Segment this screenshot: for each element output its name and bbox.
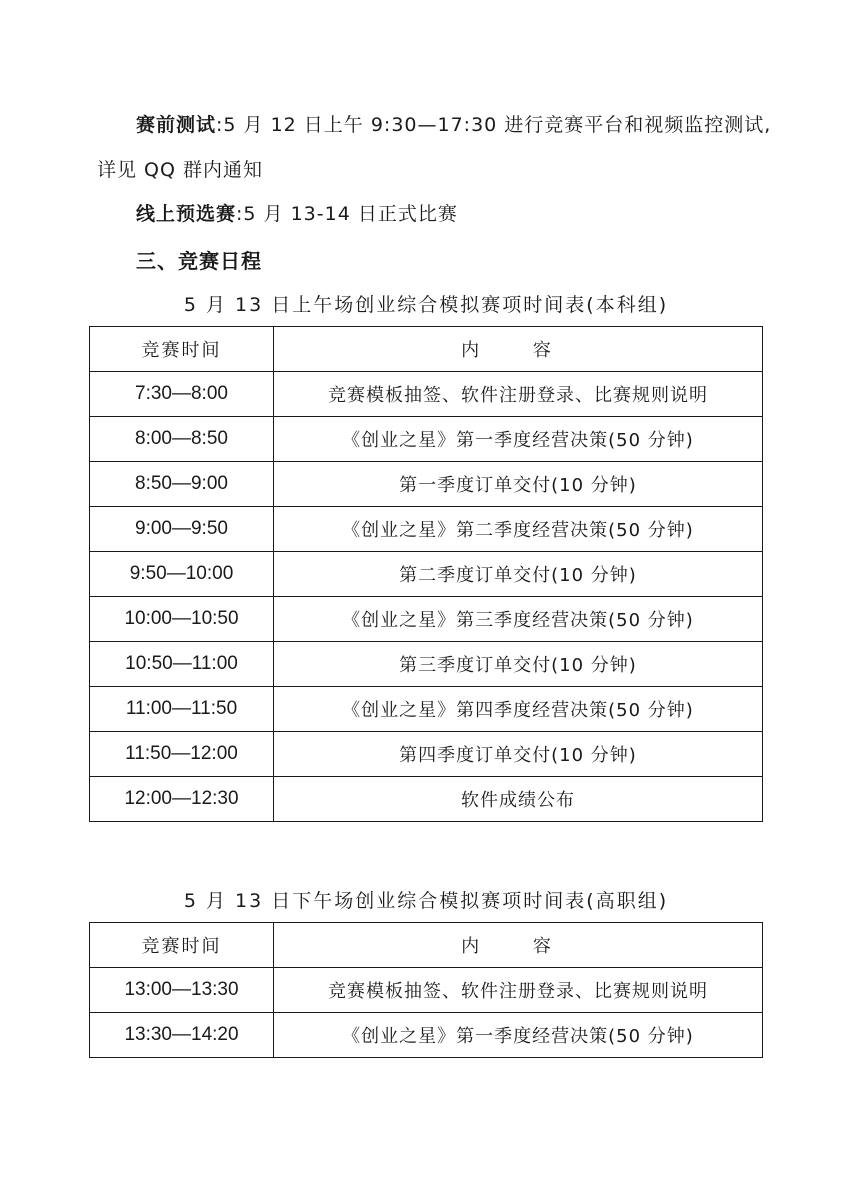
table-row: [90, 968, 763, 1013]
table1-caption: 5 月 13 日上午场创业综合模拟赛项时间表(本科组): [183, 294, 669, 316]
content-cell: 第二季度订单交付(10 分钟): [274, 552, 763, 597]
time-cell: 9:00—9:50: [90, 507, 274, 552]
time-cell: 8:00—8:50: [90, 417, 274, 462]
header-time: 竞赛时间: [90, 923, 274, 968]
table-row: [90, 372, 763, 417]
pretest-label: 赛前测试: [136, 114, 217, 136]
table-row: [90, 687, 763, 732]
time-cell: 13:00—13:30: [90, 968, 274, 1013]
table2-caption: 5 月 13 日下午场创业综合模拟赛项时间表(高职组): [183, 890, 669, 912]
table-header-row: [90, 923, 763, 968]
table-row: [90, 552, 763, 597]
content-cell: 《创业之星》第二季度经营决策(50 分钟): [274, 507, 763, 552]
table-row: [90, 732, 763, 777]
content-cell: 《创业之星》第一季度经营决策(50 分钟): [274, 417, 763, 462]
schedule-table-morning: [89, 326, 763, 822]
table-row: [90, 462, 763, 507]
pretest-paragraph: [136, 112, 771, 138]
time-cell: 7:30—8:00: [90, 372, 274, 417]
header-content: 内 容: [274, 923, 763, 968]
preliminary-paragraph: [136, 201, 458, 227]
content-cell: 《创业之星》第四季度经营决策(50 分钟): [274, 687, 763, 732]
table-row: [90, 642, 763, 687]
table-row: [90, 417, 763, 462]
table-row: [90, 597, 763, 642]
pretest-text: :5 月 12 日上午 9:30—17:30 进行竞赛平台和视频监控测试,: [216, 114, 772, 136]
time-cell: 11:50—12:00: [90, 732, 274, 777]
time-cell: 10:00—10:50: [90, 597, 274, 642]
preliminary-text: :5 月 13-14 日正式比赛: [236, 203, 458, 225]
pretest-paragraph-continued: 详见 QQ 群内通知: [97, 159, 263, 181]
content-cell: 《创业之星》第三季度经营决策(50 分钟): [274, 597, 763, 642]
content-cell: 第三季度订单交付(10 分钟): [274, 642, 763, 687]
time-cell: 10:50—11:00: [90, 642, 274, 687]
time-cell: 8:50—9:00: [90, 462, 274, 507]
preliminary-label: 线上预选赛: [136, 203, 237, 225]
content-cell: 第一季度订单交付(10 分钟): [274, 462, 763, 507]
table-row: [90, 777, 763, 822]
header-time: 竞赛时间: [90, 327, 274, 372]
table-row: [90, 1013, 763, 1058]
time-cell: 12:00—12:30: [90, 777, 274, 822]
time-cell: 9:50—10:00: [90, 552, 274, 597]
time-cell: 11:00—11:50: [90, 687, 274, 732]
content-cell: 竞赛模板抽签、软件注册登录、比赛规则说明: [274, 372, 763, 417]
content-cell: 软件成绩公布: [274, 777, 763, 822]
table-row: [90, 507, 763, 552]
section-heading: 三、竞赛日程: [136, 249, 262, 273]
time-cell: 13:30—14:20: [90, 1013, 274, 1058]
header-content: 内 容: [274, 327, 763, 372]
content-cell: 《创业之星》第一季度经营决策(50 分钟): [274, 1013, 763, 1058]
schedule-table-afternoon: [89, 922, 763, 1058]
content-cell: 竞赛模板抽签、软件注册登录、比赛规则说明: [274, 968, 763, 1013]
table-header-row: [90, 327, 763, 372]
content-cell: 第四季度订单交付(10 分钟): [274, 732, 763, 777]
